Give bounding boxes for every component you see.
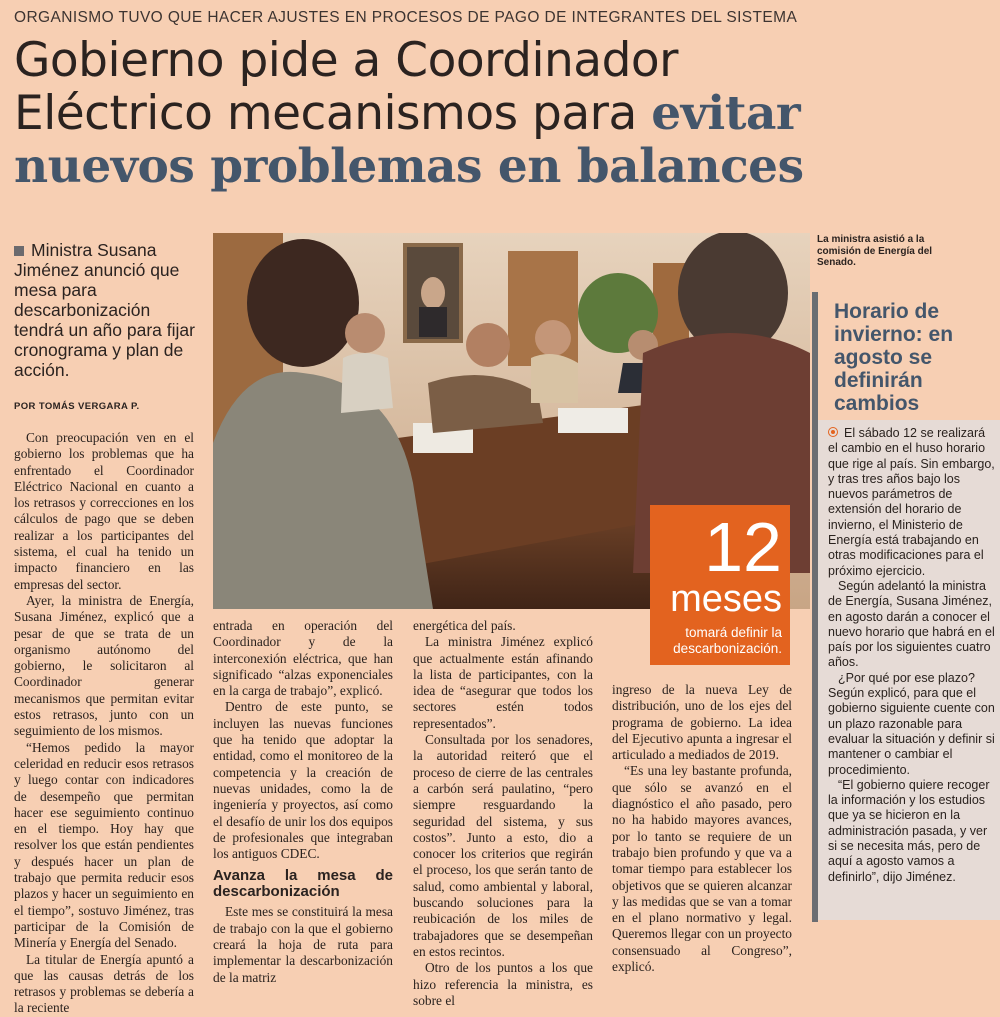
article-column-3 — [413, 618, 593, 1009]
sidebar-paragraph — [828, 426, 996, 579]
stat-number: 12 — [704, 508, 782, 586]
headline-highlight-1: evitar — [651, 86, 801, 141]
paragraph: Este mes se constituirá la mesa de trabajo con la que el gobierno creará la hoja de ruta para implementar la descarbonización de la matriz — [213, 904, 393, 985]
paragraph: Dentro de este punto, se incluyen las nuevas funciones que ha tenido que adoptar la entidad, como el monitoreo de la competencia y la creación de nuevas unidades, como la de ingeniería y proyectos, así como el desafío de unir los dos equipos de profesionales que integraban los antiguos CDEC. — [213, 699, 393, 862]
paragraph: Ayer, la ministra de Energía, Susana Jiménez, explicó que a pesar de que se trata de un organismo autónomo del gobierno, le solicitaron al Coordinador generar mecanismos que permitan evitar estos retrasos, junto con un seguimiento de los mismos. — [14, 592, 194, 739]
photo-caption: La ministra asistió a la comisión de Energía del Senado. — [817, 234, 933, 268]
paragraph: Consultada por los senadores, la autoridad reiteró que el proceso de cierre de las centrales a carbón será paulatino, “pero siempre resguardando la seguridad del sistema, y sus costos”. Junto a esto, dio a conocer los criterios que regirán el proceso, los que serán tanto de salud, como ambiental y laboral, buscando soluciones para la reubicación de los miles de trabajadores que se desempeñan en estos recintos. — [413, 732, 593, 959]
paragraph: La titular de Energía apuntó a que las causas detrás de los retrasos y problemas se debería a la reciente — [14, 951, 194, 1016]
sidebar-paragraph: Según adelantó la ministra de Energía, Susana Jiménez, en agosto darán a conocer el nuevo horario que habrá en el país por los siguientes cuatro años. — [828, 578, 995, 670]
circle-bullet-icon — [828, 427, 838, 437]
article-column-2 — [213, 618, 393, 986]
stat-unit: meses — [670, 578, 782, 620]
headline-line-1: Gobierno pide a Coordinador — [14, 33, 679, 88]
sidebar-paragraph-text: El sábado 12 se realizará el cambio en el huso horario que rige al país. Sin embargo, y tras tres años bajo los nuevos parámetros de extensión del horario de invierno, el Ministerio de Energía está trabajando en otras modificaciones para el próximo ejercicio. — [828, 426, 995, 578]
paragraph: ingreso de la nueva Ley de distribución, uno de los ejes del programa de gobierno. La idea del Ejecutivo apunta a ingresar el articulado a mediados de 2019. — [612, 682, 792, 763]
deck-text: Ministra Susana Jiménez anunció que mesa para descarbonización tendrá un año para fijar cronograma y plan de acción. — [14, 240, 195, 380]
stat-box — [650, 505, 790, 665]
sidebar-box — [812, 292, 1000, 922]
deck — [14, 240, 204, 380]
square-bullet-icon — [14, 246, 24, 256]
paragraph: Otro de los puntos a los que hizo referencia la ministra, es sobre el — [413, 960, 593, 1008]
paragraph: “Es una ley bastante profunda, que sólo se avanzó en el diagnóstico el año pasado, pero no ha habido mayores avances, por lo tanto se requiere de un trabajo bien profundo y que va a tomar tiempo para establecer los objetivos que se quieren alcanzar y las medidas que se van a tomar en el plano normativo y legal. Queremos llegar con un proyecto consensuado al Congreso”, explicó. — [612, 763, 792, 975]
kicker: ORGANISMO TUVO QUE HACER AJUSTES EN PROCESOS DE PAGO DE INTEGRANTES DEL SISTEMA — [14, 9, 798, 26]
sidebar-paragraph: ¿Por qué por ese plazo? Según explicó, para que el gobierno siguiente cuente con un plazo razonable para evaluar la situación y definir si mantener o cambiar el procedimiento. — [828, 670, 995, 777]
paragraph: energética del país. — [413, 618, 516, 633]
article-column-1 — [14, 430, 194, 1017]
byline: POR TOMÁS VERGARA P. — [14, 401, 140, 412]
sidebar-body — [818, 420, 1000, 920]
sidebar-title: Horario de invierno: en agosto se definirán cambios — [834, 300, 954, 415]
headline-line-2: Eléctrico mecanismos para — [14, 86, 652, 141]
paragraph: “Hemos pedido la mayor celeridad en reducir esos retrasos y luego contar con indicadores de desempeño que permitan hacer ese seguimiento continuo en el tiempo. Hoy hay que resolver los que están pendientes y después hacer un plan de trabajo que permita reducir esos plazos y hacer un seguimiento en el tiempo”, sostuvo Jiménez, tras participar de la Comisión de Minería y Energía del Senado. — [14, 739, 194, 951]
headline — [14, 34, 994, 193]
article-column-4 — [612, 682, 792, 975]
headline-highlight-2: nuevos problemas en balances — [14, 139, 804, 194]
subheading: Avanza la mesa de descarbonización — [213, 867, 393, 901]
sidebar-paragraph: “El gobierno quiere recoger la información y los estudios que ya se hicieron en la administración pasada, y ver si se necesita más, pero de aquí a agosto vamos a definirlo”, dijo Jiménez. — [828, 777, 990, 884]
paragraph: Con preocupación ven en el gobierno los problemas que ha enfrentado el Coordinador Eléctrico Nacional en cuanto a los retrasos y correcciones en los cálculos de pago que se deben realizar a los participantes del sistema, el cual ha tenido un impacto financiero en las empresas del sector. — [14, 430, 194, 592]
paragraph: entrada en operación del Coordinador y de la interconexión eléctrica, que han significado “alzas exponenciales en la carga de trabajo”, explicó. — [213, 618, 393, 699]
paragraph: La ministra Jiménez explicó que actualmente están afinando la lista de participantes, con la idea de “asegurar que todos los sectores estén todos representados”. — [413, 634, 593, 731]
stat-caption: tomará definir la descarbonización. — [673, 625, 782, 656]
